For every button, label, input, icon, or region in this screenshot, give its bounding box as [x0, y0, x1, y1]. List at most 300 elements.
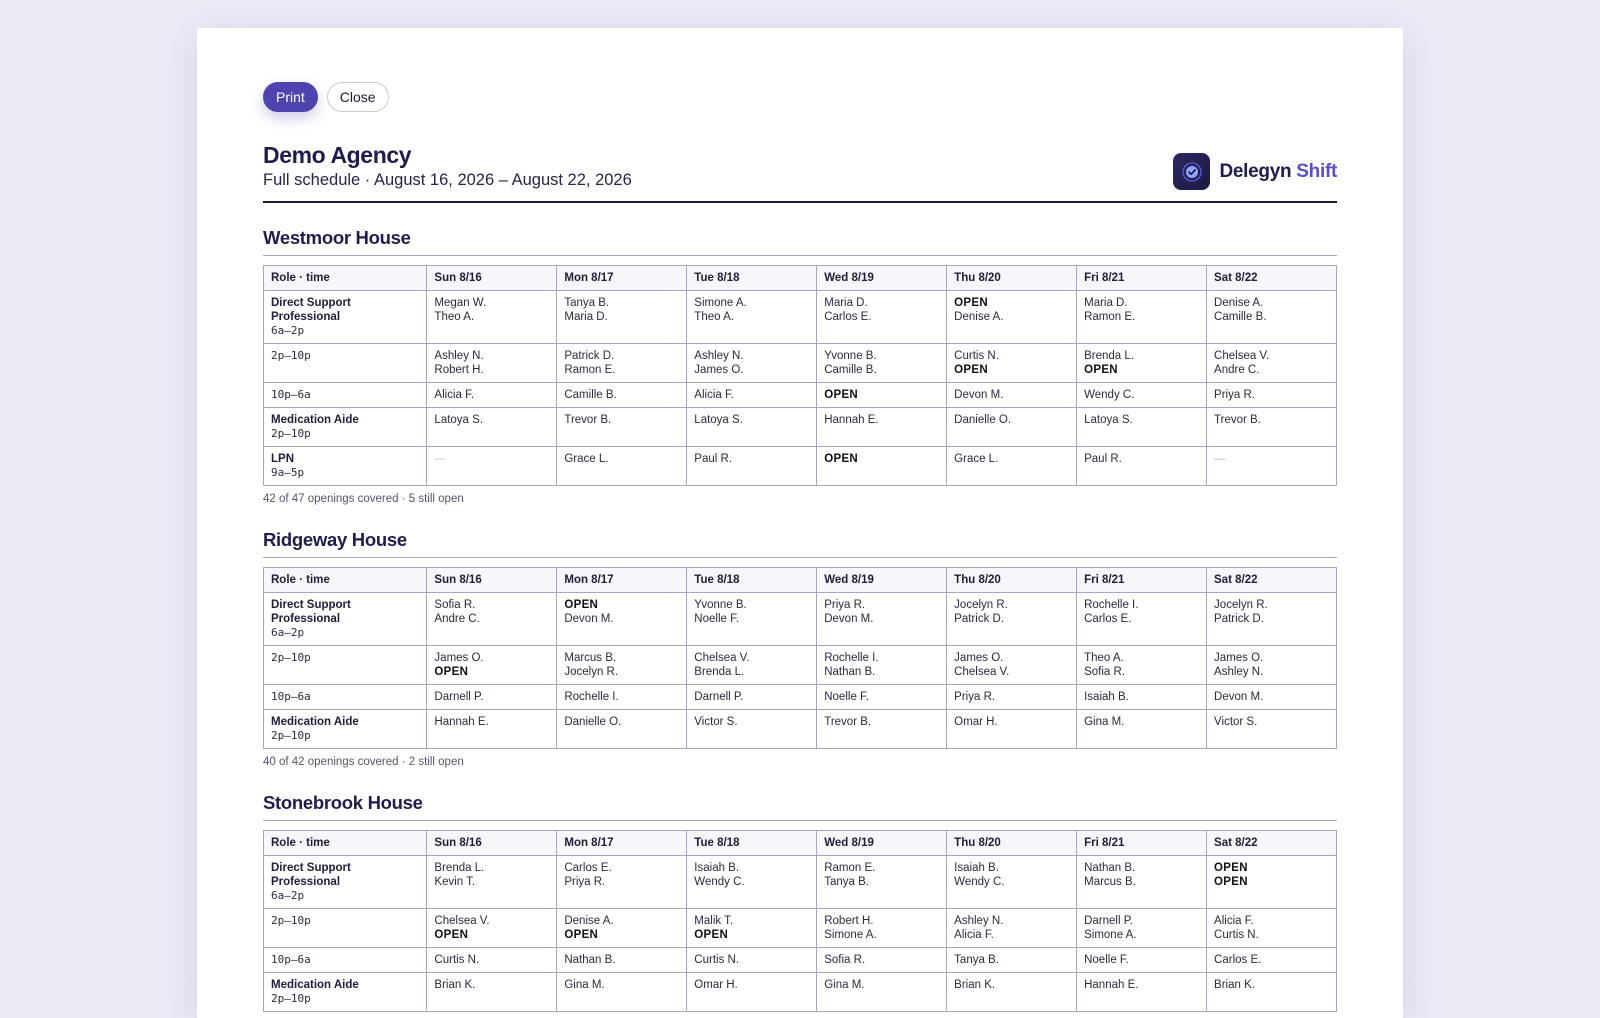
schedule-table: [263, 830, 1337, 1012]
shift-time: 2p–10p: [271, 992, 311, 1005]
staff-name: Sofia R.: [434, 599, 476, 611]
role-name: Medication Aide: [271, 979, 359, 991]
shift-cell[interactable]: [427, 344, 557, 383]
shift-cell[interactable]: [687, 948, 817, 973]
shift-cell[interactable]: [1207, 383, 1337, 408]
staff-name: Chelsea V.: [1214, 350, 1270, 362]
house-section: [263, 792, 1337, 1012]
staff-name: Gina M.: [564, 979, 605, 991]
staff-name: Priya R.: [1214, 389, 1255, 401]
staff-name: Marcus B.: [564, 652, 617, 664]
staff-name: Curtis N.: [694, 954, 740, 966]
coverage-summary: 40 of 42 openings covered · 2 still open: [263, 756, 464, 768]
shift-cell[interactable]: [427, 710, 557, 749]
staff-name: Wendy C.: [954, 876, 1005, 888]
staff-name: Simone A.: [1084, 929, 1137, 941]
column-header-day: Thu 8/20: [947, 266, 1077, 291]
staff-name: Victor S.: [1214, 716, 1258, 728]
staff-name: Latoya S.: [1084, 414, 1133, 426]
brand-name-accent: Shift: [1296, 160, 1337, 182]
shift-cell[interactable]: [947, 383, 1077, 408]
staff-name: Nathan B.: [1084, 862, 1136, 874]
shift-cell[interactable]: [817, 948, 947, 973]
shift-cell[interactable]: [817, 856, 947, 909]
shift-cell[interactable]: [947, 909, 1077, 948]
staff-name: Maria D.: [564, 311, 608, 323]
column-header-day: Sun 8/16: [427, 831, 557, 856]
staff-name: Jocelyn R.: [564, 666, 619, 678]
shift-cell[interactable]: [427, 685, 557, 710]
shift-cell[interactable]: [947, 856, 1077, 909]
staff-name: Carlos E.: [824, 311, 872, 323]
staff-name: Devon M.: [1214, 691, 1264, 703]
shift-cell[interactable]: [1077, 685, 1207, 710]
staff-name: Chelsea V.: [434, 915, 490, 927]
staff-name: Curtis N.: [954, 350, 999, 362]
column-header-day: Wed 8/19: [817, 831, 947, 856]
shift-cell[interactable]: [1077, 856, 1207, 909]
house-title: Westmoor House: [263, 227, 1337, 256]
header-row: [264, 266, 1337, 291]
staff-name: Kevin T.: [434, 876, 476, 888]
shift-cell[interactable]: [557, 344, 687, 383]
staff-name: Patrick D.: [564, 350, 615, 362]
shift-cell[interactable]: [1077, 909, 1207, 948]
staff-name: Tanya B.: [564, 297, 610, 309]
staff-name: Wendy C.: [694, 876, 745, 888]
staff-name: Sofia R.: [1084, 666, 1126, 678]
column-header-day: Thu 8/20: [947, 831, 1077, 856]
shift-row: [264, 710, 1337, 749]
shift-cell[interactable]: [817, 408, 947, 447]
shift-cell[interactable]: [1077, 447, 1207, 486]
staff-name: Patrick D.: [1214, 613, 1264, 625]
shift-cell[interactable]: [947, 408, 1077, 447]
staff-name: Brenda L.: [694, 666, 745, 678]
staff-name: Marcus B.: [1084, 876, 1136, 888]
shift-row: [264, 593, 1337, 646]
shift-row: [264, 973, 1337, 1012]
staff-name: Alicia F.: [954, 929, 994, 941]
shift-cell[interactable]: [687, 383, 817, 408]
column-header-day: Tue 8/18: [687, 266, 817, 291]
shift-time: 2p–10p: [271, 914, 311, 927]
staff-name: Gina M.: [824, 979, 865, 991]
shift-cell[interactable]: [947, 447, 1077, 486]
shift-cell[interactable]: [1077, 593, 1207, 646]
shift-cell[interactable]: [1207, 408, 1337, 447]
role-name: Medication Aide: [271, 414, 359, 426]
shift-cell[interactable]: [687, 291, 817, 344]
shift-cell[interactable]: [947, 973, 1077, 1012]
staff-name: Andre C.: [1214, 364, 1260, 376]
shift-row: [264, 408, 1337, 447]
open-slot: OPEN: [564, 929, 599, 941]
shift-cell[interactable]: [817, 344, 947, 383]
staff-name: Darnell P.: [1084, 915, 1134, 927]
staff-name: Wendy C.: [1084, 389, 1135, 401]
shift-cell[interactable]: [557, 447, 687, 486]
staff-name: Grace L.: [564, 453, 609, 465]
staff-name: Danielle O.: [954, 414, 1012, 426]
role-cell: [264, 710, 427, 749]
shift-row: [264, 685, 1337, 710]
staff-name: Tanya B.: [954, 954, 999, 966]
staff-name: Trevor B.: [1214, 414, 1261, 426]
header-row: [264, 831, 1337, 856]
staff-name: Darnell P.: [434, 691, 484, 703]
shift-cell[interactable]: [817, 710, 947, 749]
shift-time: 6a–2p: [271, 889, 305, 902]
staff-name: Megan W.: [434, 297, 487, 309]
staff-name: Camille B.: [1214, 311, 1267, 323]
role-name: Direct Support Professional: [271, 297, 351, 323]
staff-name: Theo A.: [694, 311, 734, 323]
staff-name: Latoya S.: [434, 414, 484, 426]
shift-cell[interactable]: [687, 856, 817, 909]
staff-name: Trevor B.: [564, 414, 612, 426]
schedule-table: [263, 567, 1337, 749]
shift-cell[interactable]: [557, 710, 687, 749]
schedule-header: [263, 141, 1337, 203]
staff-name: Andre C.: [434, 613, 480, 625]
schedule-table: [263, 265, 1337, 486]
shift-cell[interactable]: [427, 909, 557, 948]
open-slot: OPEN: [1084, 364, 1118, 376]
staff-name: Simone A.: [694, 297, 747, 309]
shift-time: 6a–2p: [271, 324, 305, 337]
open-slot: OPEN: [954, 297, 988, 309]
shift-cell[interactable]: [1207, 291, 1337, 344]
staff-name: Sofia R.: [824, 954, 866, 966]
shift-time: 2p–10p: [271, 349, 311, 362]
shift-cell[interactable]: [687, 710, 817, 749]
staff-name: Nathan B.: [824, 666, 876, 678]
staff-name: Curtis N.: [434, 954, 480, 966]
shift-cell[interactable]: [1207, 447, 1337, 486]
shift-cell[interactable]: [817, 909, 947, 948]
shift-cell[interactable]: [557, 685, 687, 710]
column-header-day: Sun 8/16: [427, 266, 557, 291]
staff-name: Brenda L.: [1084, 350, 1134, 362]
staff-name: Danielle O.: [564, 716, 622, 728]
open-slot: OPEN: [1214, 876, 1248, 888]
column-header-day: Sat 8/22: [1207, 568, 1337, 593]
staff-name: Camille B.: [824, 364, 877, 376]
staff-name: Trevor B.: [824, 716, 872, 728]
shift-row: [264, 291, 1337, 344]
shift-cell[interactable]: [947, 646, 1077, 685]
staff-name: Priya R.: [954, 691, 996, 703]
shift-cell[interactable]: [427, 856, 557, 909]
staff-name: Isaiah B.: [954, 862, 999, 874]
sheet-content: [263, 82, 1337, 1012]
staff-name: Omar H.: [694, 979, 738, 991]
staff-name: Simone A.: [824, 929, 877, 941]
open-slot: OPEN: [824, 389, 859, 401]
shift-cell[interactable]: [817, 593, 947, 646]
column-header-day: Tue 8/18: [687, 831, 817, 856]
staff-name: Carlos E.: [564, 862, 612, 874]
no-shift: —: [434, 453, 446, 465]
shift-time: 2p–10p: [271, 729, 311, 742]
shift-cell[interactable]: [557, 909, 687, 948]
shift-cell[interactable]: [427, 291, 557, 344]
staff-name: Ashley N.: [1214, 666, 1264, 678]
shift-cell[interactable]: [947, 710, 1077, 749]
shift-cell[interactable]: [1077, 948, 1207, 973]
staff-name: Denise A.: [954, 311, 1004, 323]
shift-row: [264, 948, 1337, 973]
column-header-day: Thu 8/20: [947, 568, 1077, 593]
shift-cell[interactable]: [1077, 408, 1207, 447]
staff-name: Ashley N.: [954, 915, 1004, 927]
staff-name: Rochelle I.: [824, 652, 879, 664]
role-cell: [264, 408, 427, 447]
shift-cell[interactable]: [687, 685, 817, 710]
shift-cell[interactable]: [817, 383, 947, 408]
shift-cell[interactable]: [1207, 856, 1337, 909]
column-header-day: Mon 8/17: [557, 831, 687, 856]
shift-cell[interactable]: [1207, 344, 1337, 383]
column-header-role: Role · time: [264, 831, 427, 856]
staff-name: Omar H.: [954, 716, 998, 728]
staff-name: Denise A.: [1214, 297, 1264, 309]
staff-name: Alicia F.: [434, 389, 475, 401]
staff-name: Alicia F.: [1214, 915, 1254, 927]
shift-cell[interactable]: [817, 646, 947, 685]
staff-name: Nathan B.: [564, 954, 616, 966]
column-header-day: Wed 8/19: [817, 266, 947, 291]
open-slot: OPEN: [564, 599, 599, 611]
staff-name: Devon M.: [564, 613, 614, 625]
role-cell: [264, 973, 427, 1012]
staff-name: Noelle F.: [824, 691, 869, 703]
house-title: Ridgeway House: [263, 529, 1337, 558]
shift-row: [264, 856, 1337, 909]
staff-name: James O.: [954, 652, 1004, 664]
staff-name: Brenda L.: [434, 862, 485, 874]
role-cell: [264, 383, 427, 408]
open-slot: OPEN: [824, 453, 859, 465]
role-name: LPN: [271, 453, 294, 465]
shift-cell[interactable]: [1207, 948, 1337, 973]
shift-cell[interactable]: [427, 408, 557, 447]
role-cell: [264, 291, 427, 344]
staff-name: Jocelyn R.: [954, 599, 1008, 611]
staff-name: Isaiah B.: [1084, 691, 1129, 703]
shift-cell[interactable]: [427, 447, 557, 486]
shift-cell[interactable]: [427, 973, 557, 1012]
column-header-day: Mon 8/17: [557, 568, 687, 593]
shift-cell[interactable]: [557, 646, 687, 685]
shift-cell[interactable]: [1207, 646, 1337, 685]
staff-name: Maria D.: [824, 297, 868, 309]
shift-time: 10p–6a: [271, 690, 311, 703]
role-cell: [264, 909, 427, 948]
shift-cell[interactable]: [687, 593, 817, 646]
role-cell: [264, 646, 427, 685]
brand: [1173, 153, 1337, 190]
close-button[interactable]: Close: [327, 82, 389, 112]
action-bar: [263, 82, 1337, 112]
staff-name: Hannah E.: [434, 716, 489, 728]
staff-name: Robert H.: [434, 364, 484, 376]
shift-cell[interactable]: [1077, 383, 1207, 408]
shift-cell[interactable]: [1077, 344, 1207, 383]
staff-name: James O.: [434, 652, 484, 664]
shift-cell[interactable]: [1077, 291, 1207, 344]
role-cell: [264, 685, 427, 710]
shift-time: 6a–2p: [271, 626, 305, 639]
shift-cell[interactable]: [687, 447, 817, 486]
shift-time: 10p–6a: [271, 388, 311, 401]
shift-cell[interactable]: [817, 291, 947, 344]
staff-name: Grace L.: [954, 453, 999, 465]
staff-name: Ramon E.: [824, 862, 876, 874]
staff-name: Yvonne B.: [694, 599, 747, 611]
role-cell: [264, 593, 427, 646]
brand-name-primary: Delegyn: [1219, 160, 1292, 182]
staff-name: James O.: [1214, 652, 1264, 664]
staff-name: Brian K.: [954, 979, 996, 991]
role-cell: [264, 447, 427, 486]
shift-time: 9a–5p: [271, 466, 305, 479]
staff-name: Chelsea V.: [954, 666, 1010, 678]
staff-name: Victor S.: [694, 716, 738, 728]
shift-cell[interactable]: [1207, 685, 1337, 710]
shift-cell[interactable]: [557, 593, 687, 646]
shift-row: [264, 344, 1337, 383]
staff-name: Latoya S.: [694, 414, 743, 426]
column-header-day: Fri 8/21: [1077, 568, 1207, 593]
staff-name: Robert H.: [824, 915, 874, 927]
staff-name: James O.: [694, 364, 744, 376]
shift-cell[interactable]: [557, 973, 687, 1012]
shift-cell[interactable]: [687, 344, 817, 383]
shift-cell[interactable]: [1077, 973, 1207, 1012]
schedule-sheet: [197, 28, 1403, 1018]
column-header-day: Sat 8/22: [1207, 831, 1337, 856]
shift-cell[interactable]: [427, 593, 557, 646]
role-cell: [264, 948, 427, 973]
shift-cell[interactable]: [687, 973, 817, 1012]
column-header-day: Mon 8/17: [557, 266, 687, 291]
shift-cell[interactable]: [1077, 646, 1207, 685]
staff-name: Brian K.: [434, 979, 476, 991]
staff-name: Camille B.: [564, 389, 617, 401]
shift-cell[interactable]: [947, 948, 1077, 973]
shift-cell[interactable]: [427, 383, 557, 408]
shift-cell[interactable]: [427, 646, 557, 685]
staff-name: Hannah E.: [824, 414, 879, 426]
staff-name: Ashley N.: [694, 350, 744, 362]
shift-cell[interactable]: [1207, 593, 1337, 646]
open-slot: OPEN: [954, 364, 988, 376]
shift-cell[interactable]: [557, 856, 687, 909]
staff-name: Patrick D.: [954, 613, 1005, 625]
shift-time: 2p–10p: [271, 651, 311, 664]
role-name: Medication Aide: [271, 716, 359, 728]
agency-name: Demo Agency: [263, 142, 412, 168]
role-name: Direct Support Professional: [271, 599, 351, 625]
house-section: [263, 227, 1337, 505]
staff-name: Hannah E.: [1084, 979, 1139, 991]
role-cell: [264, 344, 427, 383]
staff-name: Priya R.: [824, 599, 866, 611]
staff-name: Carlos E.: [1214, 954, 1262, 966]
staff-name: Ramon E.: [564, 364, 616, 376]
open-slot: OPEN: [434, 666, 469, 678]
shift-cell[interactable]: [1207, 909, 1337, 948]
brand-name: [1219, 161, 1337, 183]
open-slot: OPEN: [1214, 862, 1248, 874]
role-cell: [264, 856, 427, 909]
house-list: [263, 227, 1337, 1012]
staff-name: Devon M.: [954, 389, 1004, 401]
shift-cell[interactable]: [687, 646, 817, 685]
staff-name: Yvonne B.: [824, 350, 877, 362]
shift-row: [264, 646, 1337, 685]
staff-name: Isaiah B.: [694, 862, 740, 874]
staff-name: Chelsea V.: [694, 652, 750, 664]
shift-cell[interactable]: [557, 948, 687, 973]
shift-cell[interactable]: [557, 408, 687, 447]
staff-name: Curtis N.: [1214, 929, 1259, 941]
coverage-summary: 42 of 47 openings covered · 5 still open: [263, 493, 464, 505]
shift-cell[interactable]: [557, 383, 687, 408]
shift-cell[interactable]: [1207, 973, 1337, 1012]
staff-name: Paul R.: [694, 453, 733, 465]
shift-cell[interactable]: [817, 685, 947, 710]
staff-name: Denise A.: [564, 915, 614, 927]
staff-name: Rochelle I.: [564, 691, 619, 703]
shift-cell[interactable]: [427, 948, 557, 973]
brand-logo-icon: [1173, 153, 1210, 190]
shift-cell[interactable]: [817, 973, 947, 1012]
staff-name: Alicia F.: [694, 389, 734, 401]
open-slot: OPEN: [694, 929, 729, 941]
shift-cell[interactable]: [947, 291, 1077, 344]
staff-name: Rochelle I.: [1084, 599, 1139, 611]
staff-name: Ashley N.: [434, 350, 484, 362]
staff-name: Malik T.: [694, 915, 734, 927]
column-header-role: Role · time: [264, 568, 427, 593]
staff-name: Theo A.: [1084, 652, 1124, 664]
shift-cell[interactable]: [1207, 710, 1337, 749]
staff-name: Devon M.: [824, 613, 874, 625]
staff-name: Jocelyn R.: [1214, 599, 1268, 611]
shift-cell[interactable]: [687, 408, 817, 447]
staff-name: Tanya B.: [824, 876, 869, 888]
shift-cell[interactable]: [557, 291, 687, 344]
shift-cell[interactable]: [1077, 710, 1207, 749]
staff-name: Noelle F.: [1084, 954, 1129, 966]
staff-name: Ramon E.: [1084, 311, 1136, 323]
shift-row: [264, 383, 1337, 408]
shift-cell[interactable]: [817, 447, 947, 486]
shift-cell[interactable]: [947, 685, 1077, 710]
shift-cell[interactable]: [947, 593, 1077, 646]
print-button[interactable]: Print: [263, 82, 318, 112]
column-header-day: Tue 8/18: [687, 568, 817, 593]
staff-name: Theo A.: [434, 311, 475, 323]
role-name: Direct Support Professional: [271, 862, 351, 888]
house-section: [263, 529, 1337, 768]
shift-cell[interactable]: [687, 909, 817, 948]
no-shift: —: [1214, 453, 1226, 465]
shift-cell[interactable]: [947, 344, 1077, 383]
